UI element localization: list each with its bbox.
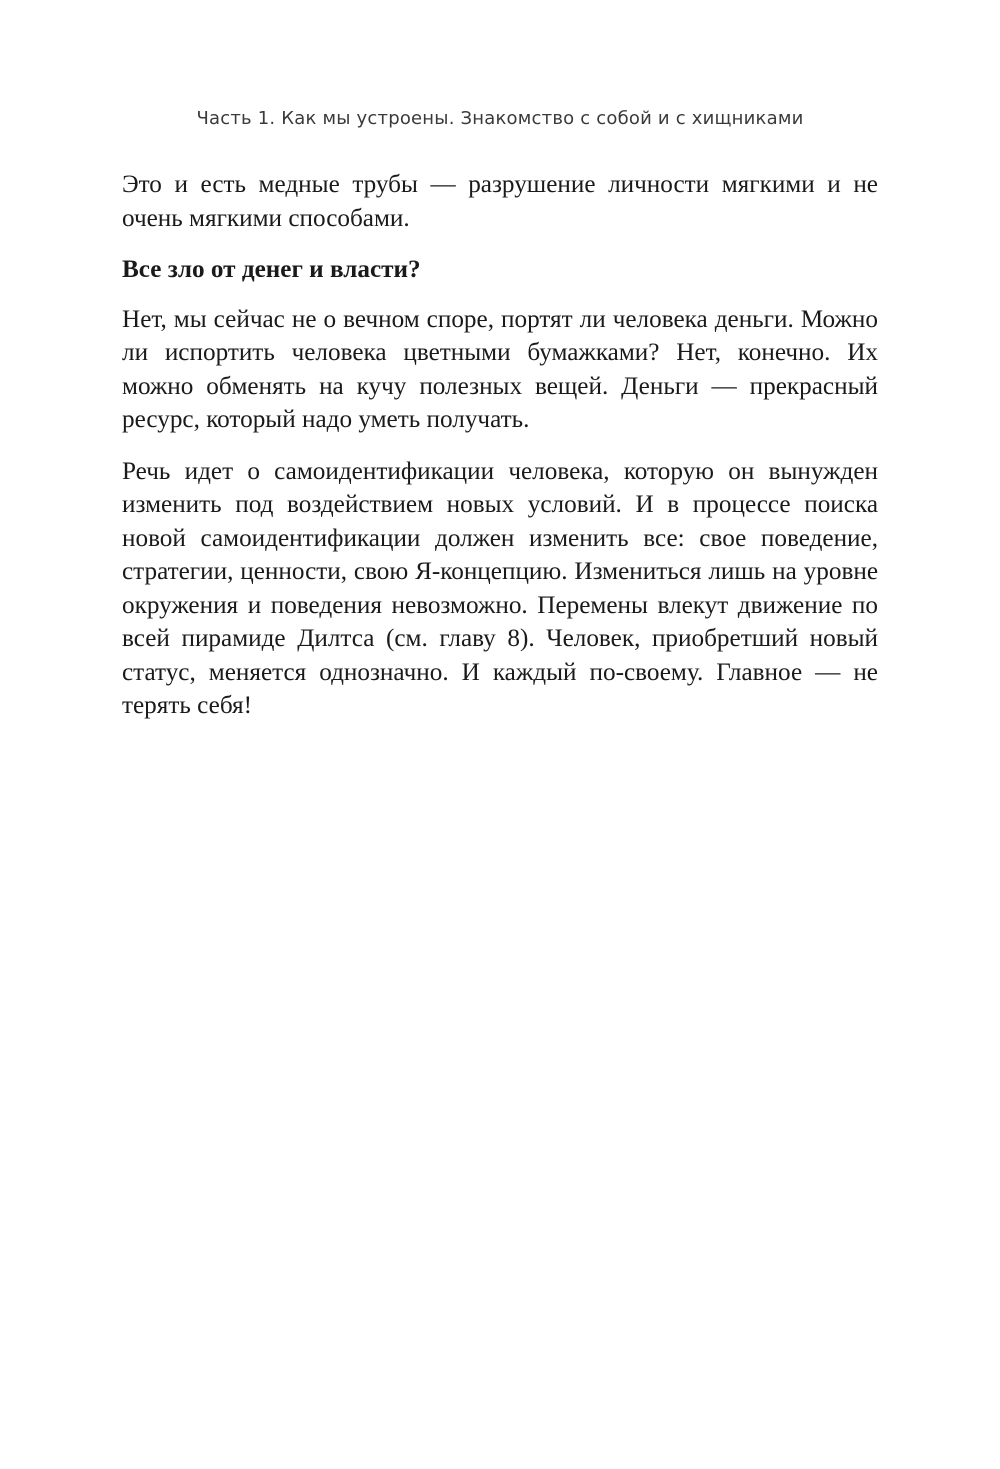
paragraph-self-identification: Речь идет о самоидентификации человека, которую он вынужден изменить под воздействием новых условий. И в процессе поиска новой самоидентификации должен изменить все: свое поведение, стратегии, ценности, свою Я-концепцию. Измениться лишь на уровне окружения и поведения невозможно. Перемены влекут движение по всей пирамиде Дилтса (см. главу 8). Человек, приобретший новый статус, меняется однозначно. И каждый по-своему. Главное — не терять себя! [122,457,878,719]
page-body [122,168,878,741]
running-header: Часть 1. Как мы устроены. Знакомство с собой и с хищниками [196,108,804,129]
paragraph-copper-pipes: Это и есть медные трубы — разрушение личности мягкими и не очень мягкими способами. [122,171,878,232]
section-heading: Все зло от денег и власти? [122,256,421,283]
paragraph-money: Нет, мы сейчас не о вечном споре, портят ли человека деньги. Можно ли испортить человека цветными бумажками? Нет, конечно. Их можно обменять на кучу полезных вещей. Деньги — прекрасный ресурс, который надо уметь получать. [122,305,878,433]
